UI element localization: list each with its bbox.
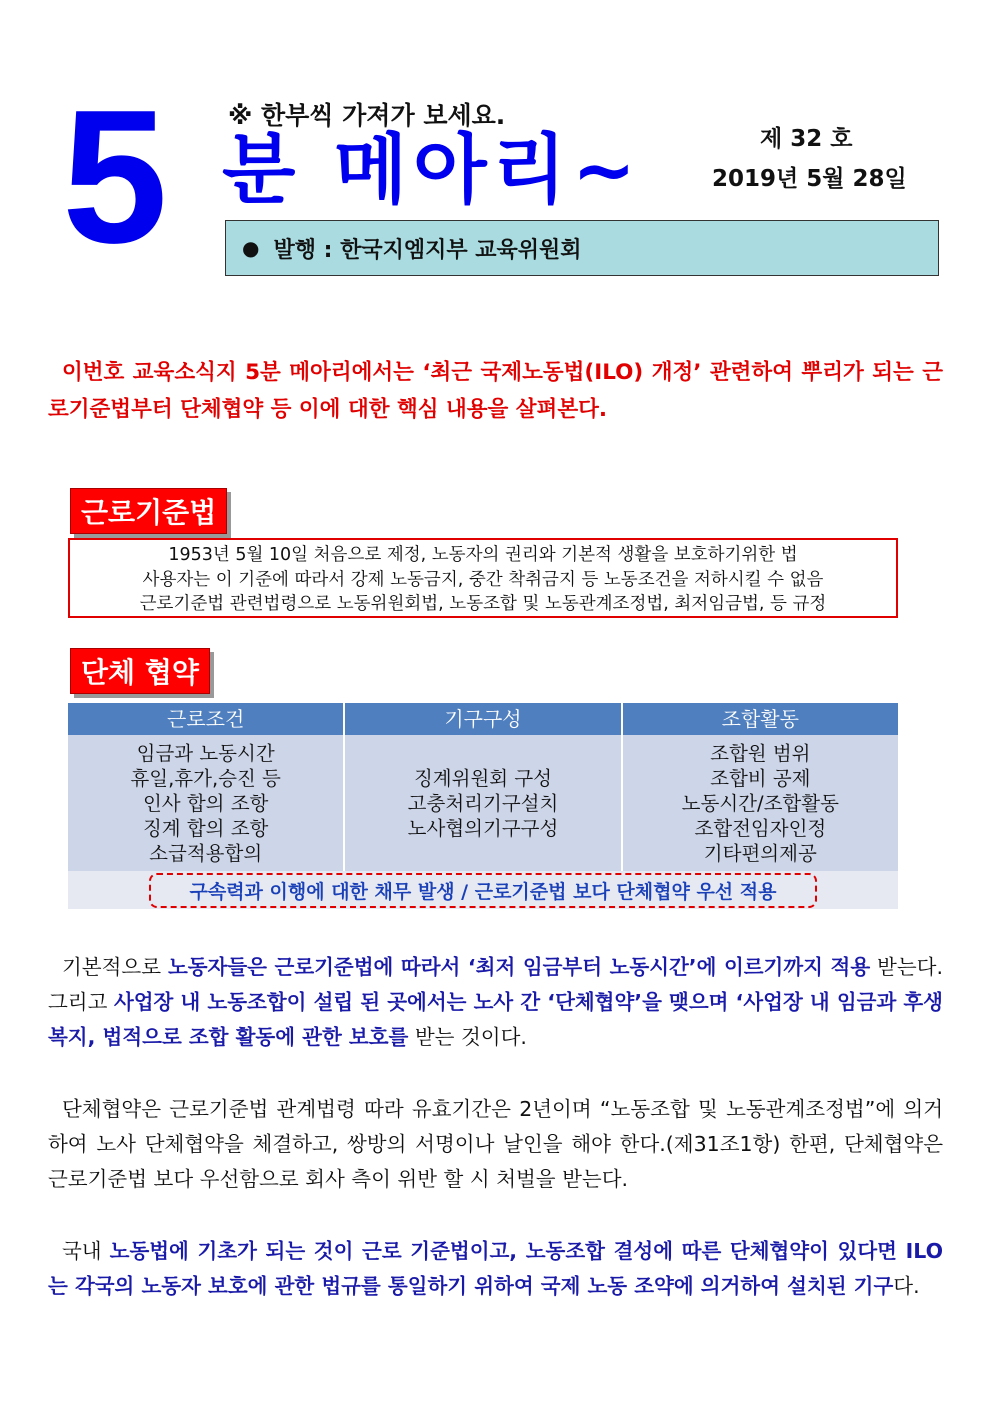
publisher-text: 발행 : 한국지엠지부 교육위원회 (273, 237, 582, 263)
body-paragraph-3 (48, 1234, 943, 1304)
labor-standards-box (68, 538, 898, 618)
list-item: 징계위원회 구성 (413, 766, 553, 790)
issue-date: 2019년 5월 28일 (712, 166, 907, 192)
list-item: 휴일,휴가,승진 등 (130, 766, 281, 790)
list-item: 노동시간/조합활동 (681, 791, 839, 815)
table-header (68, 703, 898, 735)
highlight-span: 사업장 내 노동조합이 설립 된 곳에서는 노사 간 ‘단체협약’을 맺으며 ‘사업장 내 임금과 후생복지, 법적으로 조합 활동에 관한 보호를 (48, 990, 943, 1049)
issue-big-number: 5 (62, 71, 164, 283)
table-column (623, 735, 898, 871)
labor-line: 1953년 5월 10일 처음으로 제정, 노동자의 권리와 기본적 생활을 보호하기위한 법 (168, 545, 798, 565)
list-item: 조합전임자인정 (694, 816, 827, 840)
list-item: 인사 합의 조항 (142, 791, 269, 815)
publisher-box (225, 220, 939, 276)
labor-line: 사용자는 이 기준에 따라서 강제 노동금지, 중간 착취금지 등 노동조건을 저하시킬 수 없음 (142, 569, 824, 590)
body-paragraph-2: 단체협약은 근로기준법 관계법령 따라 유효기간은 2년이며 “노동조합 및 노동관계조정법”에 의거하여 노사 단체협약을 체결하고, 쌍방의 서명이나 날인을 해야 한다.(제31조1항) 한편, 단체협약은 근로기준법 보다 우선함으로 회사 측이 위반 할 시 처벌을 받는다. (48, 1097, 943, 1191)
table-column (345, 735, 622, 871)
body-paragraph-1 (48, 950, 943, 1055)
list-item: 소급적용합의 (149, 841, 263, 865)
table-footer (68, 871, 898, 909)
list-item: 고충처리기구설치 (407, 791, 559, 815)
labor-standards-tag: 근로기준법 (70, 488, 227, 534)
collective-agreement-tag: 단체 협약 (70, 648, 210, 694)
newsletter-title: 분 메아리~ (222, 125, 642, 214)
list-item: 노사협의기구구성 (407, 816, 559, 840)
footer-note: 구속력과 이행에 대한 채무 발생 / 근로기준법 보다 단체협약 우선 적용 (149, 873, 816, 908)
list-item: 조합원 범위 (710, 741, 811, 765)
issue-number: 제 32 호 (760, 126, 853, 152)
list-item: 기타편의제공 (703, 841, 817, 865)
highlight-span: 노동자들은 근로기준법에 따라서 ‘최저 임금부터 노동시간’에 이르기까지 적용 (167, 955, 871, 979)
list-item: 징계 합의 조항 (142, 816, 269, 840)
header-cell: 기구구성 (345, 703, 622, 735)
text-span: 받는 것이다. (408, 1025, 527, 1049)
text-span: 받는다. 그리고 (48, 955, 943, 1014)
kicker-text: ※ 한부씩 가져가 보세요. (228, 101, 506, 130)
text-span: 다. (893, 1274, 920, 1298)
text-span: 기본적으로 (62, 955, 168, 979)
labor-line: 근로기준법 관련법령으로 노동위원회법, 노동조합 및 노동관계조정법, 최저임금법, 등 규정 (139, 594, 827, 614)
intro-paragraph: 이번호 교육소식지 5분 메아리에서는 ‘최근 국제노동법(ILO) 개정’ 관련하여 뿌리가 되는 근로기준법부터 단체협약 등 이에 대한 핵심 내용을 살펴본다. (48, 360, 943, 422)
collective-agreement-table (68, 703, 898, 909)
bullet-icon: ● (242, 236, 260, 260)
header-cell: 조합활동 (721, 707, 799, 731)
highlight-span: 노동법에 기초가 되는 것이 근로 기준법이고, 노동조합 결성에 따른 단체협약이 있다면 ILO는 각국의 노동자 보호에 관한 법규를 통일하기 위하여 국제 노동 조약에 의거하여 설치된 기구 (48, 1239, 943, 1298)
table-body (68, 735, 898, 871)
table-column (68, 735, 345, 871)
list-item: 임금과 노동시간 (136, 741, 275, 765)
list-item: 조합비 공제 (710, 766, 811, 790)
text-span: 국내 (62, 1239, 110, 1263)
header-cell: 근로조건 (68, 703, 345, 735)
